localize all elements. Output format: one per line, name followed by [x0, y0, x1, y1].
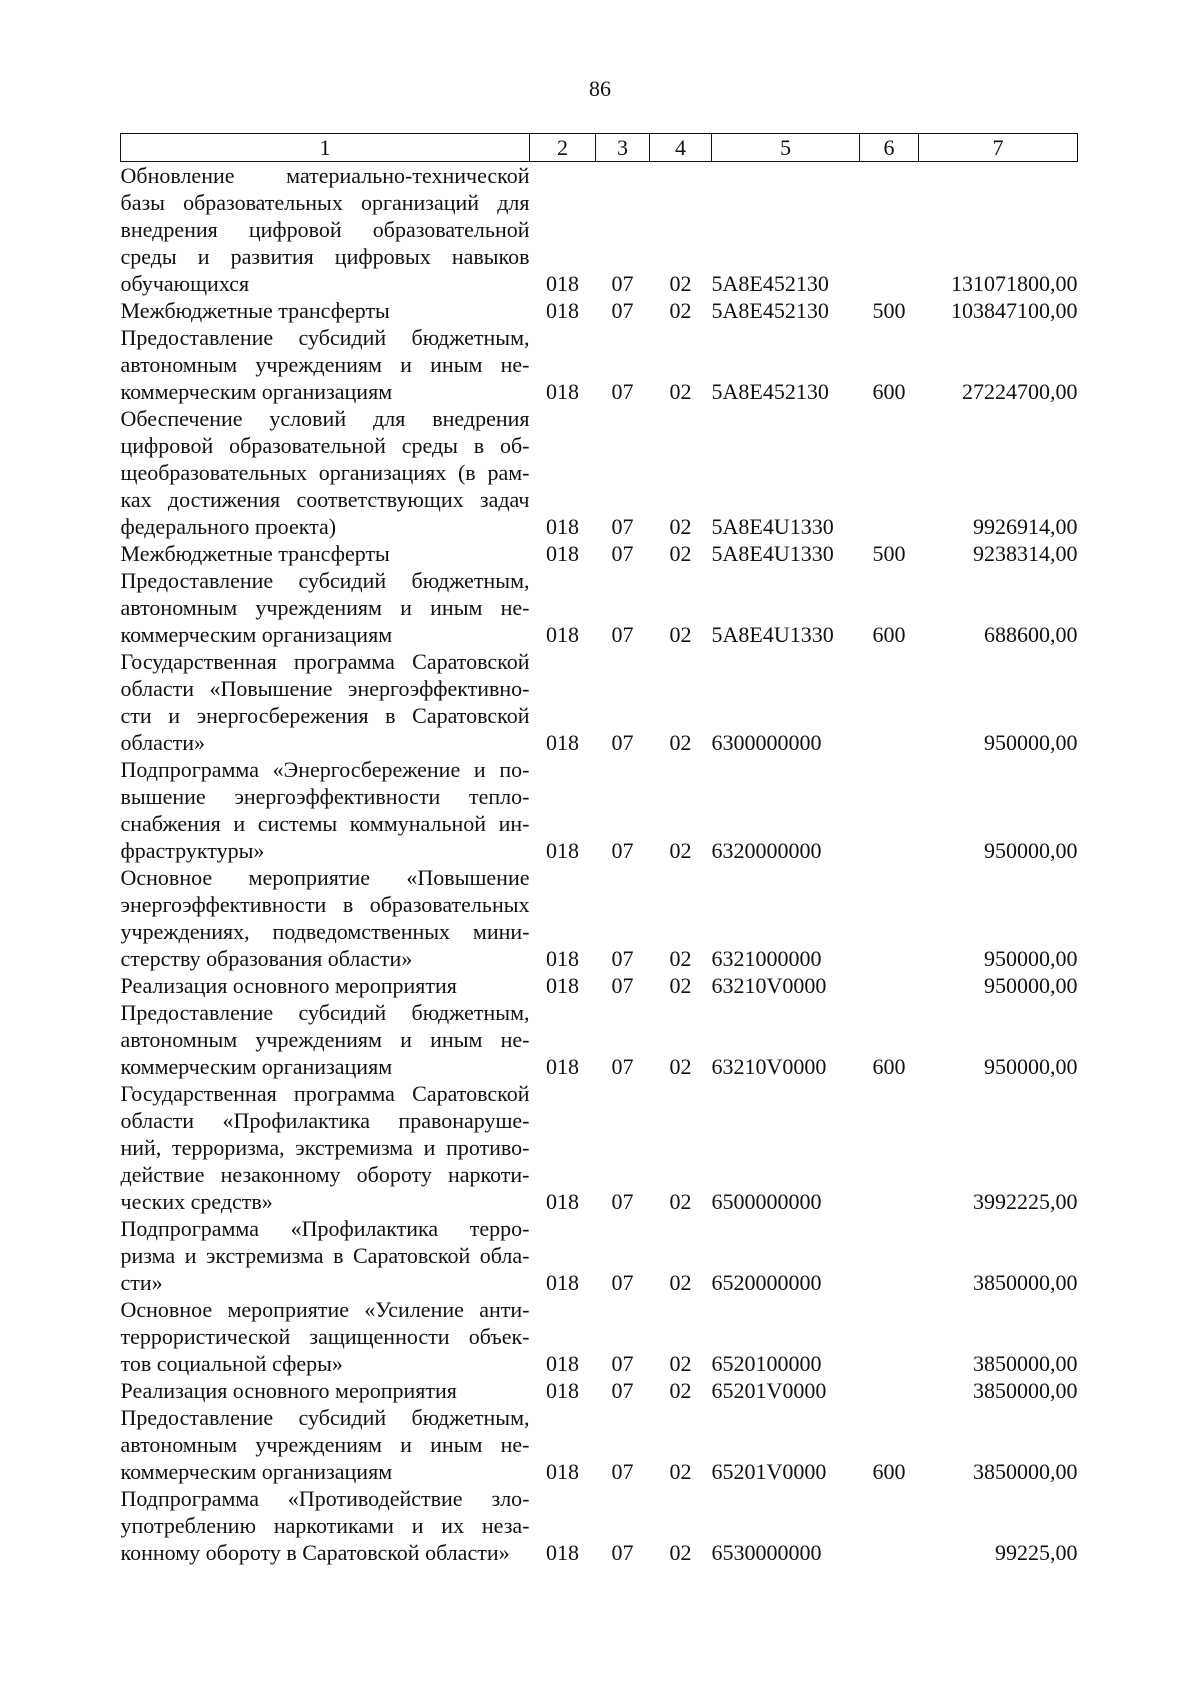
description-line: коммерческим организациям [120, 1054, 393, 1079]
section-code: 07 [611, 1270, 634, 1295]
amount: 3850000,00 [973, 1351, 1078, 1376]
description-line: области «Профилактика правонаруше- [120, 1108, 530, 1133]
description-line: фраструктуры» [120, 838, 265, 863]
subsection-code: 02 [669, 973, 692, 998]
description-line: области «Повышение энергоэффективно- [120, 676, 530, 701]
expense-type [860, 1485, 919, 1566]
expense-type: 600 [872, 1459, 906, 1484]
amount: 99225,00 [995, 1540, 1078, 1565]
table-row [121, 1215, 1078, 1296]
table-row [121, 1080, 1078, 1215]
amount: 9238314,00 [973, 541, 1078, 566]
description-line: Обновление материально-технической [120, 163, 530, 188]
expense-type [860, 405, 919, 540]
description-line: конному обороту в Саратовской области» [120, 1540, 510, 1565]
description-line: обучающихся [120, 271, 250, 296]
table-row [121, 1377, 1078, 1404]
description-line: среды и развития цифровых навыков [120, 244, 530, 269]
section-code: 07 [611, 730, 634, 755]
section-code: 07 [611, 622, 634, 647]
target-article: 63210V0000 [711, 1054, 827, 1079]
description-line: автономным учреждениям и иным не- [120, 1432, 530, 1457]
expense-type: 600 [872, 379, 906, 404]
ministry-code: 018 [546, 1189, 579, 1214]
section-code: 07 [611, 838, 634, 863]
description-line: Государственная программа Саратовской [120, 1081, 530, 1106]
expense-type [860, 648, 919, 756]
amount: 950000,00 [984, 946, 1078, 971]
subsection-code: 02 [669, 1459, 692, 1484]
expense-type [860, 756, 919, 864]
target-article: 6520000000 [711, 1270, 822, 1295]
subsection-code: 02 [669, 298, 692, 323]
amount: 103847100,00 [951, 298, 1078, 323]
description-line: Подпрограмма «Энергосбережение и по- [120, 757, 530, 782]
table-row [121, 648, 1078, 756]
description-line: Реализация основного мероприятия [120, 1378, 457, 1403]
expense-type: 600 [872, 622, 906, 647]
description-line: ках достижения соответствующих задач [120, 487, 530, 512]
subsection-code: 02 [669, 1540, 692, 1565]
description-line: автономным учреждениям и иным не- [120, 352, 530, 377]
description-line: цифровой образовательной среды в об- [120, 433, 530, 458]
table-row [121, 999, 1078, 1080]
section-code: 07 [611, 1054, 634, 1079]
amount: 9926914,00 [973, 514, 1078, 539]
description-line: коммерческим организациям [120, 379, 393, 404]
target-article: 6520100000 [711, 1351, 822, 1376]
page-number: 86 [589, 76, 611, 101]
subsection-code: 02 [669, 541, 692, 566]
amount: 950000,00 [984, 838, 1078, 863]
ministry-code: 018 [546, 730, 579, 755]
description-line: вышение энергоэффективности тепло- [120, 784, 530, 809]
table-header-row [121, 134, 1078, 162]
subsection-code: 02 [669, 730, 692, 755]
budget-table [120, 133, 1078, 1566]
row-description [121, 1377, 530, 1404]
target-article: 6321000000 [711, 946, 822, 971]
description-line: щеобразовательных организациях (в рам- [120, 460, 530, 485]
ministry-code: 018 [546, 973, 579, 998]
row-description [121, 540, 530, 567]
expense-type: 500 [872, 298, 906, 323]
description-line: ризма и экстремизма в Саратовской обла- [120, 1243, 530, 1268]
amount: 3850000,00 [973, 1270, 1078, 1295]
amount: 3850000,00 [973, 1378, 1078, 1403]
amount: 950000,00 [984, 973, 1078, 998]
target-article: 63210V0000 [711, 973, 827, 998]
row-description [121, 999, 530, 1080]
description-line: коммерческим организациям [120, 1459, 393, 1484]
column-header: 5 [712, 134, 860, 162]
amount: 950000,00 [984, 730, 1078, 755]
ministry-code: 018 [546, 1351, 579, 1376]
section-code: 07 [611, 1189, 634, 1214]
row-description [121, 864, 530, 972]
row-description [121, 324, 530, 405]
amount: 27224700,00 [962, 379, 1078, 404]
amount: 950000,00 [984, 1054, 1078, 1079]
description-line: употреблению наркотиками и их неза- [120, 1513, 530, 1538]
description-line: Обеспечение условий для внедрения [120, 406, 530, 431]
table-row [121, 1296, 1078, 1377]
expense-type [860, 1080, 919, 1215]
column-header: 4 [650, 134, 712, 162]
row-description [121, 1296, 530, 1377]
description-line: учреждениях, подведомственных мини- [120, 919, 530, 944]
subsection-code: 02 [669, 1189, 692, 1214]
expense-type [860, 1215, 919, 1296]
subsection-code: 02 [669, 1054, 692, 1079]
ministry-code: 018 [546, 271, 579, 296]
row-description [121, 1485, 530, 1566]
subsection-code: 02 [669, 271, 692, 296]
description-line: Основное мероприятие «Усиление анти- [120, 1297, 530, 1322]
subsection-code: 02 [669, 838, 692, 863]
description-line: снабжения и системы коммунальной ин- [120, 811, 530, 836]
ministry-code: 018 [546, 298, 579, 323]
section-code: 07 [611, 1540, 634, 1565]
target-article: 6300000000 [711, 730, 822, 755]
row-description [121, 1080, 530, 1215]
description-line: Межбюджетные трансферты [120, 541, 390, 566]
table-row [121, 405, 1078, 540]
row-description [121, 648, 530, 756]
section-code: 07 [611, 1459, 634, 1484]
expense-type [860, 864, 919, 972]
section-code: 07 [611, 514, 634, 539]
description-line: сти» [120, 1270, 163, 1295]
expense-type: 600 [872, 1054, 906, 1079]
ministry-code: 018 [546, 541, 579, 566]
column-header: 7 [919, 134, 1078, 162]
subsection-code: 02 [669, 514, 692, 539]
table-row [121, 297, 1078, 324]
description-line: коммерческим организациям [120, 622, 393, 647]
section-code: 07 [611, 946, 634, 971]
subsection-code: 02 [669, 379, 692, 404]
description-line: стерству образования области» [120, 946, 413, 971]
target-article: 65201V0000 [711, 1378, 827, 1403]
description-line: действие незаконному обороту наркоти- [120, 1162, 530, 1187]
target-article: 6320000000 [711, 838, 822, 863]
expense-type [860, 1377, 919, 1404]
table-row [121, 972, 1078, 999]
amount: 3850000,00 [973, 1459, 1078, 1484]
ministry-code: 018 [546, 1459, 579, 1484]
row-description [121, 567, 530, 648]
description-line: Межбюджетные трансферты [120, 298, 390, 323]
expense-type [860, 972, 919, 999]
section-code: 07 [611, 1351, 634, 1376]
row-description [121, 972, 530, 999]
description-line: Реализация основного мероприятия [120, 973, 457, 998]
table-row [121, 756, 1078, 864]
description-line: ний, терроризма, экстремизма и противо- [120, 1135, 530, 1160]
ministry-code: 018 [546, 838, 579, 863]
section-code: 07 [611, 1378, 634, 1403]
subsection-code: 02 [669, 946, 692, 971]
ministry-code: 018 [546, 1378, 579, 1403]
target-article: 5А8Е4U1330 [711, 514, 834, 539]
table-row [121, 540, 1078, 567]
target-article: 5А8Е452130 [711, 379, 829, 404]
expense-type [860, 1296, 919, 1377]
ministry-code: 018 [546, 946, 579, 971]
target-article: 5А8Е452130 [711, 271, 829, 296]
description-line: энергоэффективности в образовательных [120, 892, 530, 917]
ministry-code: 018 [546, 622, 579, 647]
description-line: Государственная программа Саратовской [120, 649, 530, 674]
amount: 3992225,00 [973, 1189, 1078, 1214]
amount: 688600,00 [984, 622, 1078, 647]
amount: 131071800,00 [951, 271, 1078, 296]
description-line: тов социальной сферы» [120, 1351, 343, 1376]
column-header: 3 [596, 134, 650, 162]
target-article: 5А8Е4U1330 [711, 541, 834, 566]
description-line: Предоставление субсидий бюджетным, [120, 325, 530, 350]
ministry-code: 018 [546, 514, 579, 539]
subsection-code: 02 [669, 1351, 692, 1376]
target-article: 6500000000 [711, 1189, 822, 1214]
column-header: 2 [530, 134, 596, 162]
target-article: 5А8Е452130 [711, 298, 829, 323]
table-row [121, 1485, 1078, 1566]
row-description [121, 1404, 530, 1485]
table-row [121, 324, 1078, 405]
table-row [121, 1404, 1078, 1485]
row-description [121, 162, 530, 298]
description-line: базы образовательных организаций для [120, 190, 530, 215]
table-row [121, 864, 1078, 972]
table-body [121, 162, 1078, 1567]
target-article: 5А8Е4U1330 [711, 622, 834, 647]
ministry-code: 018 [546, 1054, 579, 1079]
column-header: 6 [860, 134, 919, 162]
row-description [121, 405, 530, 540]
expense-type: 500 [872, 541, 906, 566]
description-line: Подпрограмма «Профилактика терро- [120, 1216, 530, 1241]
ministry-code: 018 [546, 379, 579, 404]
description-line: автономным учреждениям и иным не- [120, 595, 530, 620]
description-line: области» [120, 730, 206, 755]
description-line: внедрения цифровой образовательной [120, 217, 530, 242]
description-line: сти и энергосбережения в Саратовской [120, 703, 530, 728]
section-code: 07 [611, 298, 634, 323]
description-line: ческих средств» [120, 1189, 273, 1214]
description-line: террористической защищенности объек- [120, 1324, 530, 1349]
description-line: Основное мероприятие «Повышение [120, 865, 530, 890]
table-row [121, 162, 1078, 298]
target-article: 65201V0000 [711, 1459, 827, 1484]
subsection-code: 02 [669, 1270, 692, 1295]
table-row [121, 567, 1078, 648]
section-code: 07 [611, 379, 634, 404]
section-code: 07 [611, 541, 634, 566]
description-line: Предоставление субсидий бюджетным, [120, 568, 530, 593]
section-code: 07 [611, 973, 634, 998]
column-header: 1 [121, 134, 530, 162]
subsection-code: 02 [669, 1378, 692, 1403]
row-description [121, 756, 530, 864]
ministry-code: 018 [546, 1540, 579, 1565]
row-description [121, 1215, 530, 1296]
subsection-code: 02 [669, 622, 692, 647]
description-line: федерального проекта) [120, 514, 337, 539]
description-line: Предоставление субсидий бюджетным, [120, 1000, 530, 1025]
description-line: автономным учреждениям и иным не- [120, 1027, 530, 1052]
row-description [121, 297, 530, 324]
description-line: Предоставление субсидий бюджетным, [120, 1405, 530, 1430]
expense-type [860, 162, 919, 298]
section-code: 07 [611, 271, 634, 296]
ministry-code: 018 [546, 1270, 579, 1295]
target-article: 6530000000 [711, 1540, 822, 1565]
description-line: Подпрограмма «Противодействие зло- [120, 1486, 530, 1511]
